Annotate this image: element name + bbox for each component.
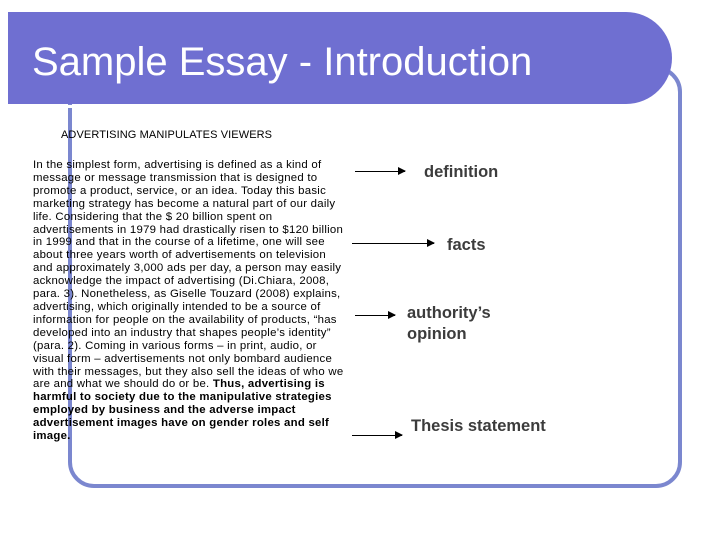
- arrow-facts: [352, 243, 434, 244]
- annotation-facts: facts: [447, 236, 486, 254]
- arrow-authority: [355, 315, 395, 316]
- authority-sentences: Nonetheless, as Giselle Touzard (2008) explains, advertising, which originally intended to be a source of information for people on the availability of products, “has developed into an industry that shapes people’s identity” (para. 2). Coming in various forms – in print, audio, or visual form – advertisements not only bombard audience with their messages, but they also sell the ideas of who we are and what we should do or be.: [33, 288, 344, 391]
- definition-sentence: In the simplest form, advertising is defined as a kind of message or message transmission that is designed to promote a product, service, or an idea.: [33, 159, 322, 197]
- arrow-definition: [355, 171, 405, 172]
- annotation-thesis: Thesis statement: [411, 417, 546, 435]
- title-bar: [8, 12, 672, 104]
- title-underline: [16, 105, 646, 108]
- essay-body: [33, 159, 345, 443]
- essay-heading: ADVERTISING MANIPULATES VIEWERS: [61, 129, 273, 141]
- thesis-sentence: Thus, advertising is harmful to society due to the manipulative strategies employed by business and the adverse impact advertisement images have on gender roles and self image.: [33, 378, 332, 443]
- facts-sentences: Today this basic marketing strategy has become a natural part of our daily life. Considering that the $ 20 billion spent on advertisements in 1979 had drastically risen to $120 billion in 1999 and that in the course of a lifetime, one will see about three years worth of advertisements on television and approximately 3,000 ads per day, a person may easily acknowledge the impact of advertising (Di.Chiara, 2008, para. 3).: [33, 184, 344, 301]
- annotation-authority-line2: opinion: [407, 325, 467, 343]
- arrow-thesis: [352, 435, 402, 436]
- annotation-authority: [407, 303, 491, 345]
- annotation-definition: definition: [424, 163, 499, 181]
- slide-title: Sample Essay - Introduction: [32, 40, 533, 84]
- annotation-authority-line1: authority’s: [407, 304, 491, 322]
